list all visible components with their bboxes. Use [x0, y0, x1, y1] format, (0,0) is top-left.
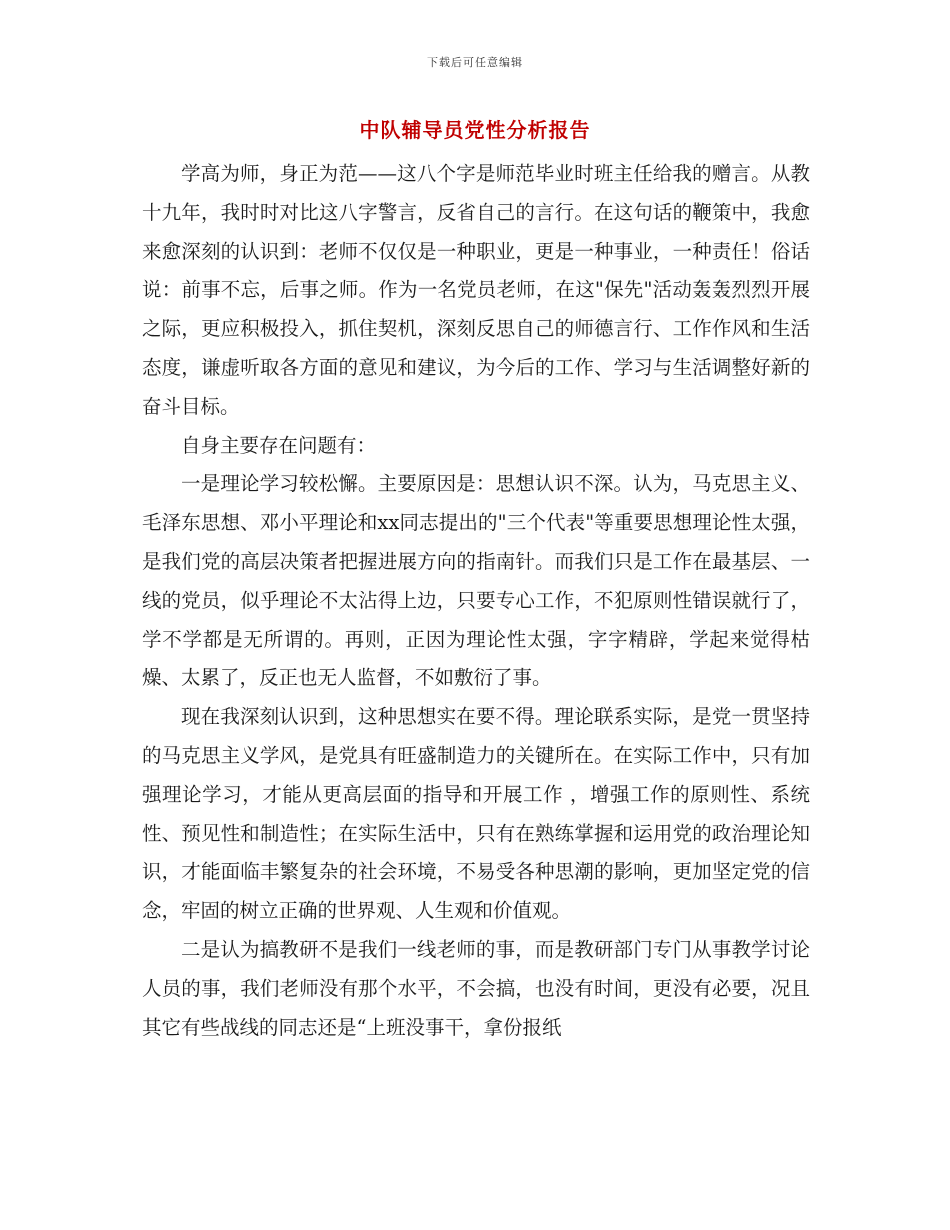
- paragraph-problems-heading: 自身主要存在问题有：: [181, 433, 377, 457]
- document-title: 中队辅导员党性分析报告: [359, 118, 591, 142]
- paragraph-problem-two: 二是认为搞教研不是我们一线老师的事，而是教研部门专门从事教学讨论人员的事，我们老师没有那个水平，不会搞，也没有时间，更没有必要，况且其它有些战线的同志还是“上班没事干，拿份报纸: [142, 937, 810, 1039]
- paragraph-reflection: 现在我深刻认识到，这种思想实在要不得。理论联系实际，是党一贯坚持的马克思主义学风，是党具有旺盛制造力的关键所在。在实际工作中，只有加强理论学习，才能从更高层面的指导和开展工作 ，增强工作的原则性、系统性、预见性和制造性；在实际生活中，只有在熟练掌握和运用党的政治理论知识，才能面临丰繁复杂的社会环境，不易受各种思潮的影响，更加坚定党的信念，牢固的树立正确的世界观、人生观和价值观。: [142, 705, 810, 923]
- page-header-note: 下载后可任意编辑: [427, 56, 523, 69]
- paragraph-problem-one: 一是理论学习较松懈。主要原因是：思想认识不深。认为，马克思主义、毛泽东思想、邓小平理论和xx同志提出的"三个代表"等重要思想理论性太强，是我们党的高层决策者把握进展方向的指南针。而我们只是工作在最基层、一线的党员，似乎理论不太沾得上边，只要专心工作，不犯原则性错误就行了，学不学都是无所谓的。再则，正因为理论性太强，字字精辟，学起来觉得枯燥、太累了，反正也无人监督，不如敷衍了事。: [142, 472, 810, 690]
- paragraph-intro: 学高为师，身正为范——这八个字是师范毕业时班主任给我的赠言。从教十九年，我时时对比这八字警言，反省自己的言行。在这句话的鞭策中，我愈来愈深刻的认识到：老师不仅仅是一种职业，更是一种事业，一种责任！俗话说：前事不忘，后事之师。作为一名党员老师，在这"保先"活动轰轰烈烈开展之际，更应积极投入，抓住契机，深刻反思自己的师德言行、工作作风和生活态度，谦虚听取各方面的意见和建议，为今后的工作、学习与生活调整好新的奋斗目标。: [142, 162, 810, 418]
- document-body: [142, 155, 810, 1047]
